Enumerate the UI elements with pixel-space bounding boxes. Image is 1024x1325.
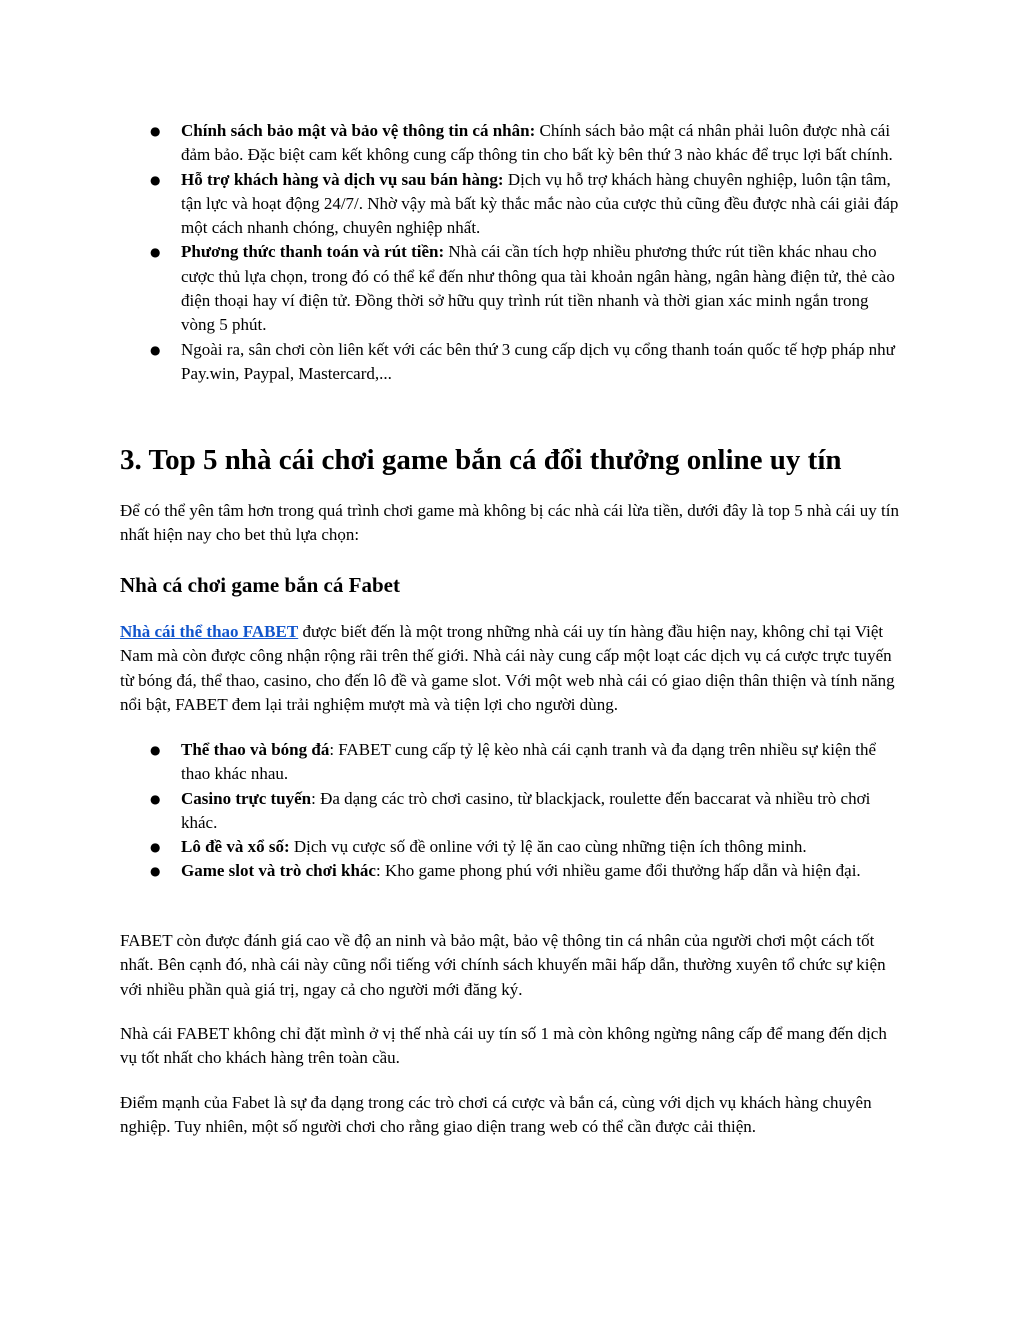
list-item: [0, 119, 906, 168]
criteria-list: [0, 119, 1024, 386]
list-item-text: Dịch vụ hỗ trợ khách hàng chuyên nghiệp, luôn tận tâm, tận lực và hoạt động 24/7/. Nhờ vậy mà bất kỳ thắc mắc nào của cược thủ cũng đều được nhà cái giải đáp một cách nhanh chóng, chuyên nghiệp nhất.: [181, 169, 899, 238]
list-item-bold: Phương thức thanh toán và rút tiền:: [181, 242, 445, 262]
bullet-icon: ●: [150, 124, 161, 138]
section-heading: 3. Top 5 nhà cái chơi game bắn cá đổi thưởng online uy tín: [120, 444, 842, 476]
list-item-text: : Kho game phong phú với nhiều game đổi thưởng hấp dẫn và hiện đại.: [375, 861, 861, 881]
list-item-text: : FABET cung cấp tỷ lệ kèo nhà cái cạnh tranh và đa dạng trên nhiều sự kiện thể thao khác nhau.: [181, 740, 877, 784]
bullet-icon: ●: [150, 342, 161, 357]
list-item: [0, 835, 906, 859]
fabet-paragraph-text: được biết đến là một trong những nhà cái uy tín hàng đầu hiện nay, không chỉ tại Việt Nam mà còn được công nhận rộng rãi trên thế giới. Nhà cái này cung cấp một loạt các dịch vụ cá cược trực tuyến từ bóng đá, thể thao, casino, cho đến lô đề và game slot. Với một web nhà cái có giao diện thân thiện và tính năng nổi bật, FABET đem lại trải nghiệm mượt mà và tiện lợi cho người dùng.: [120, 622, 895, 714]
list-item: [0, 738, 906, 787]
bullet-icon: ●: [150, 864, 161, 879]
fabet-paragraph: [120, 620, 906, 717]
list-item-text: Chính sách bảo mật cá nhân phải luôn được nhà cái đảm bảo. Đặc biệt cam kết không cung cấp thông tin cho bất kỳ bên thứ 3 nào khác để trục lợi bất chính.: [181, 121, 893, 165]
list-item-bold: Game slot và trò chơi khác: [181, 861, 376, 881]
bullet-icon: ●: [150, 791, 161, 806]
list-item: [0, 787, 906, 836]
list-item-bold: Hỗ trợ khách hàng và dịch vụ sau bán hàng:: [181, 169, 504, 189]
list-item-bold: Chính sách bảo mật và bảo vệ thông tin cá nhân:: [181, 121, 536, 140]
list-item-text: Nhà cái cần tích hợp nhiều phương thức rút tiền khác nhau cho cược thủ lựa chọn, trong đó có thể kể đến như thông qua tài khoản ngân hàng, ngân hàng điện tử, thẻ cào điện thoại hay ví điện tử. Đồng thời sở hữu quy trình rút tiền nhanh và thời gian xác minh ngắn trong vòng 5 phút.: [181, 242, 895, 335]
list-item: [0, 859, 906, 883]
subheading-fabet: Nhà cá chơi game bắn cá Fabet: [120, 573, 400, 597]
list-item: [0, 240, 906, 337]
position-paragraph: Nhà cái FABET không chỉ đặt mình ở vị thế nhà cái uy tín số 1 mà còn không ngừng nâng cấp để mang đến dịch vụ tốt nhất cho khách hàng trên toàn cầu.: [120, 1024, 887, 1068]
list-item-bold: Thể thao và bóng đá: [181, 740, 330, 759]
fabet-services-list: [0, 738, 1024, 884]
security-paragraph: FABET còn được đánh giá cao về độ an ninh và bảo mật, bảo vệ thông tin cá nhân của người chơi một cách tốt nhất. Bên cạnh đó, nhà cái này cũng nổi tiếng với chính sách khuyến mãi hấp dẫn, thường xuyên tổ chức sự kiện với nhiều phần quà giá trị, ngay cả cho người mới đăng ký.: [120, 931, 886, 999]
strength-paragraph: Điểm mạnh của Fabet là sự đa dạng trong các trò chơi cá cược và bắn cá, cùng với dịch vụ khách hàng chuyên nghiệp. Tuy nhiên, một số người chơi cho rằng giao diện trang web có thể cần được cải thiện.: [120, 1093, 872, 1137]
list-item-bold: Lô đề và xổ số:: [181, 837, 290, 857]
bullet-icon: ●: [150, 840, 161, 855]
bullet-icon: ●: [150, 743, 161, 757]
list-item-text: Dịch vụ cược số đề online với tỷ lệ ăn cao cùng những tiện ích thông minh.: [289, 837, 807, 857]
fabet-link[interactable]: Nhà cái thể thao FABET: [120, 622, 299, 641]
list-item-text: Ngoài ra, sân chơi còn liên kết với các bên thứ 3 cung cấp dịch vụ cổng thanh toán quốc tế hợp pháp như Pay.win, Paypal, Mastercard,...: [181, 339, 895, 383]
intro-paragraph: Để có thể yên tâm hơn trong quá trình chơi game mà không bị các nhà cái lừa tiền, dưới đây là top 5 nhà cái uy tín nhất hiện nay cho bet thủ lựa chọn:: [120, 501, 900, 545]
list-item-bold: Casino trực tuyến: [181, 788, 312, 808]
list-item: [0, 338, 906, 387]
bullet-icon: ●: [150, 245, 161, 260]
list-item: [0, 168, 906, 241]
bullet-icon: ●: [150, 172, 161, 187]
list-item-text: : Đa dạng các trò chơi casino, từ blackjack, roulette đến baccarat và nhiều trò chơi khác.: [181, 788, 871, 832]
